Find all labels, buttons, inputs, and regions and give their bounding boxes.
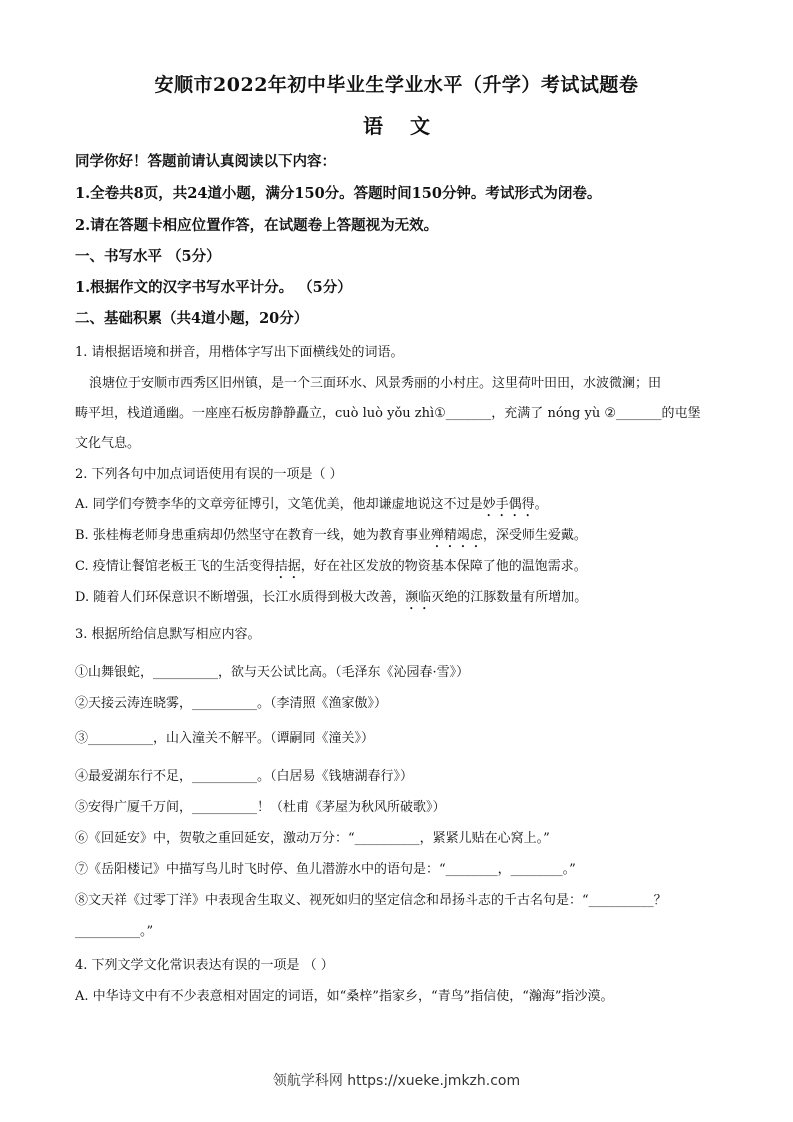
option-d-tail: 灭绝的江豚数量有所增加。 [431,590,588,605]
subject-heading: 语 文 [363,114,430,138]
question-3-item: ④最爱湖东行不足，__________。（白居易《钱塘湖春行》） [75,769,414,784]
question-3-item: ⑥《回延安》中，贺敬之重回延安，激动万分：“__________，紧紧儿贴在心窝上。” [75,831,550,846]
notice-rule-1: 1.全卷共8页，共24道小题，满分150分。答题时间150分钟。考试形式为闭卷。 [75,185,602,202]
option-c-text: C. 疫情让餐馆老板王飞的生活变得 [75,559,275,574]
option-b-tail: ，深受师生爱戴。 [482,528,587,543]
notice-rule-2: 2.请在答题卡相应位置作答，在试题卷上答题视为无效。 [75,217,439,234]
question-2-option-a [75,493,548,520]
footer-watermark: 领航学科网 https://xueke.jmkzh.com [272,1073,521,1089]
option-a-dotted-term: 妙手偶得 [482,497,535,512]
question-3-item: ⑧文天祥《过零丁洋》中表现舍生取义、视死如归的坚定信念和昂扬斗志的千古名句是：“__________？ [75,893,667,908]
question-3-stem: 3. 根据所给信息默写相应内容。 [75,627,261,642]
section-1-item: 1.根据作文的汉字书写水平计分。 （5分） [75,279,352,296]
question-3-item: ⑤安得广厦千万间，__________！（杜甫《茅屋为秋风所破歌》） [75,800,446,815]
question-4-stem: 4. 下列文学文化常识表达有误的一项是 （ ） [75,958,334,973]
option-b-text: B. 张桂梅老师身患重病却仍然坚守在教育一线，她为教育事业 [75,528,431,543]
exam-title: 安顺市2022年初中毕业生学业水平（升学）考试试题卷 [154,74,639,96]
section-2-heading: 二、基础积累（共4道小题，20分） [75,310,309,327]
option-c-dotted-term: 拮据 [274,559,301,574]
option-a-tail: 。 [534,497,548,512]
question-2-option-c [75,555,587,582]
section-1-heading: 一、书写水平 （5分） [75,248,221,265]
option-d-dotted-term: 濒临 [405,590,432,605]
option-c-tail: ，好在社区发放的物资基本保障了他的温饱需求。 [300,559,587,574]
question-3-item: ②天接云涛连晓雾，__________。（李清照《渔家傲》） [75,696,388,711]
option-d-text: D. 随着人们环保意识不断增强，长江水质得到极大改善， [75,590,406,605]
question-2-stem: 2. 下列各句中加点词语使用有误的一项是（ ） [75,467,343,482]
question-2-option-d [75,586,587,613]
question-1-passage-line-2: 畴平坦，栈道通幽。一座座石板房静静矗立，cuò luò yǒu zhì①_______，充满了 nóng yù ②_______的屯堡 [75,406,701,421]
question-3-item: ⑦《岳阳楼记》中描写鸟儿时飞时停、鱼儿潜游水中的语句是：“________，________。” [75,862,576,877]
question-3-item: ①山舞银蛇，__________，欲与天公试比高。（毛泽东《沁园春·雪》） [75,665,470,680]
question-1-passage-line-3: 文化气息。 [75,436,141,451]
question-1-stem: 1. 请根据语境和拼音，用楷体字写出下面横线处的词语。 [75,345,404,360]
option-b-dotted-term: 殚精竭虑 [430,528,483,543]
notice-greeting: 同学你好！答题前请认真阅读以下内容： [75,153,336,170]
option-a-text: A. 同学们夸赞李华的文章旁征博引，文笔优美，他却谦虚地说这不过是 [75,497,483,512]
question-3-item: ③__________，山入潼关不解平。（谭嗣同《潼关》） [75,731,375,746]
question-4-option-a: A. 中华诗文中有不少表意相对固定的词语，如“桑梓”指家乡，“青鸟”指信使，“瀚海”指沙漠。 [75,989,614,1004]
question-2-option-b [75,524,587,551]
question-1-passage-line-1: 浪塘位于安顺市西秀区旧州镇，是一个三面环水、风景秀丽的小村庄。这里荷叶田田，水波微澜；田 [89,376,662,391]
question-3-item-continued: __________。” [75,924,154,939]
